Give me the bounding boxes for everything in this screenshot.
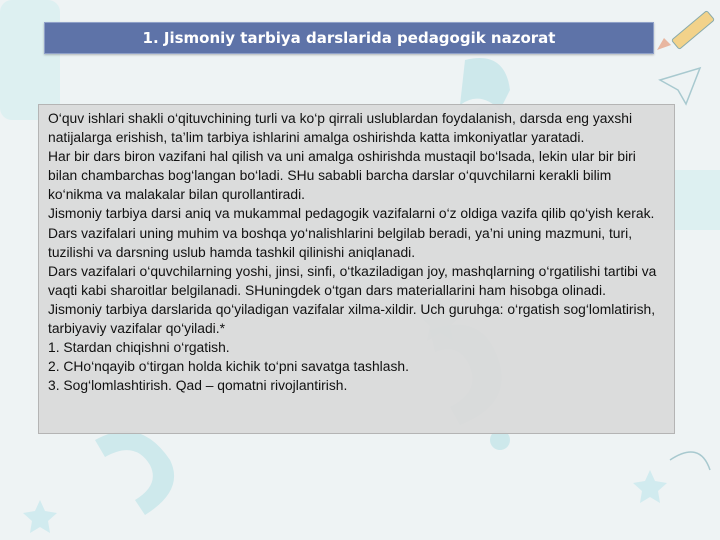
slide-title-bar (44, 22, 654, 54)
content-box (38, 104, 675, 434)
list-item: 1. Stardan chiqishni o‘rgatish. (48, 339, 230, 356)
paragraph: O‘quv ishlari shakli o‘qituvchining turli va ko‘p qirrali uslublardan foydalanish, darsda eng yaxshi natijalarga erishish, ta’lim tarbiya ishlarini amalga oshirishda katta imkoniyatlar yaratadi. (48, 110, 633, 146)
paragraph: Jismoniy tarbiya darsi aniq va mukammal pedagogik vazifalarni o‘z oldiga vazifa qilib qo‘yish kerak. Dars vazifalari uning muhim va boshqa yo‘nalishlarini belgilab beradi, ya’ni uning mazmuni, turi, tuzilishi va darsning uslub hamda tashkil qilinishi aniqlanadi. (48, 205, 655, 260)
list-item: 2. CHo‘nqayib o‘tirgan holda kichik to‘pni savatga tashlash. (48, 358, 409, 375)
paragraph: Dars vazifalari o‘quvchilarning yoshi, jinsi, sinfi, o‘tkaziladigan joy, mashqlarning o‘rgatilishi tartibi va vaqti kabi sharoitlar belgilanadi. SHuningdek o‘tgan dars materiallarini ham hisobga olinadi. (48, 262, 657, 298)
paragraph: Jismoniy tarbiya darslarida qo‘yiladigan vazifalar xilma-xildir. Uch guruhga: o‘rgatish sog‘lomlatirish, tarbiyaviy vazifalar qo‘yiladi.* (48, 300, 656, 337)
list-item: 3. Sog‘lomlashtirish. Qad – qomatni rivojlantirish. (48, 377, 348, 394)
paragraph: Har bir dars biron vazifani hal qilish va uni amalga oshirishda mustaqil bo‘lsada, lekin ular bir biri bilan chambarchas bog‘langan bo‘ladi. SHu sababli barcha darslar o‘quvchilarni kerakli bilim ko‘nikma va malakalar bilan qurollantiradi. (48, 148, 636, 203)
pencil-icon (657, 11, 714, 50)
slide-title: 1. Jismoniy tarbiya darslarida pedagogik nazorat (142, 29, 556, 47)
